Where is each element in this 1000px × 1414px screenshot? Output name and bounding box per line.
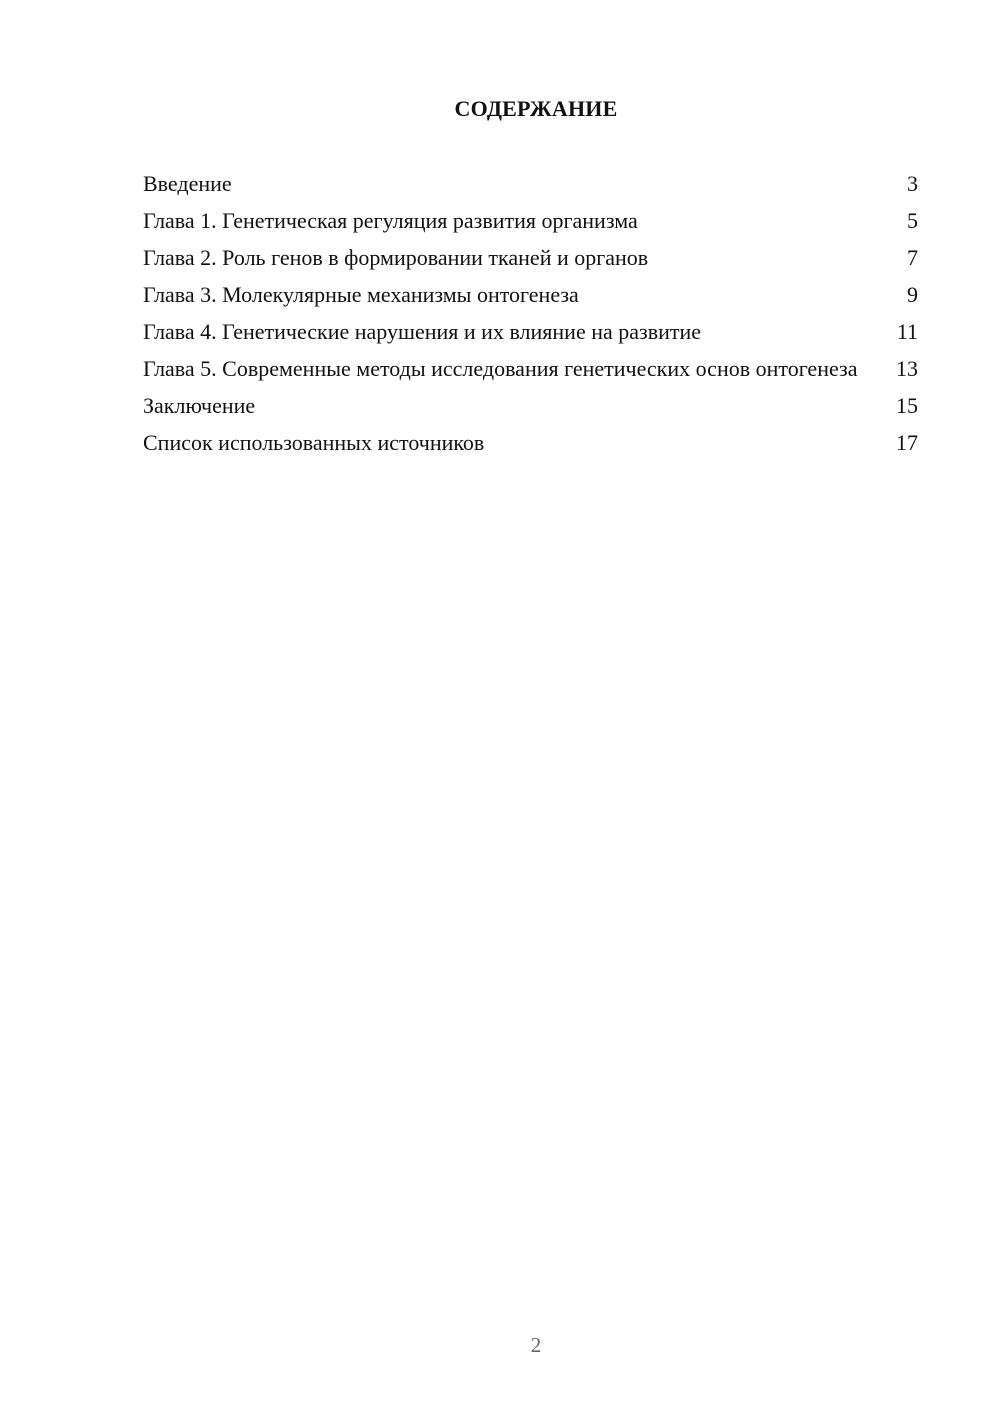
table-of-contents <box>143 170 918 466</box>
toc-entry-page: 5 <box>907 208 918 233</box>
toc-entry-label: Глава 5. Современные методы исследования генетических основ онтогенеза <box>143 356 858 381</box>
toc-entry-label: Введение <box>143 171 232 196</box>
page-title: СОДЕРЖАНИЕ <box>454 96 618 121</box>
toc-entry-page: 13 <box>896 356 918 381</box>
toc-entry-label: Глава 3. Молекулярные механизмы онтогенеза <box>143 282 579 307</box>
toc-entry-chapter-4 <box>143 318 918 346</box>
toc-entry-label: Глава 2. Роль генов в формировании тканей и органов <box>143 245 649 270</box>
toc-entry-conclusion <box>143 392 918 420</box>
toc-entry-label: Глава 1. Генетическая регуляция развития организма <box>143 208 638 233</box>
toc-entry-chapter-2 <box>143 244 918 272</box>
toc-entry-page: 7 <box>907 245 918 270</box>
toc-entry-label: Глава 4. Генетические нарушения и их влияние на развитие <box>143 319 702 344</box>
toc-entry-label: Список использованных источников <box>143 430 485 455</box>
toc-entry-chapter-3 <box>143 281 918 309</box>
toc-entry-page: 17 <box>896 430 918 455</box>
toc-entry-label: Заключение <box>143 393 256 418</box>
toc-entry-chapter-5 <box>143 355 918 383</box>
toc-entry-chapter-1 <box>143 207 918 235</box>
toc-entry-page: 15 <box>896 393 918 418</box>
page-number: 2 <box>530 1333 542 1357</box>
toc-entry-page: 9 <box>907 282 918 307</box>
toc-entry-introduction <box>143 170 918 198</box>
toc-entry-page: 11 <box>896 319 918 344</box>
toc-entry-page: 3 <box>907 171 918 196</box>
toc-entry-references <box>143 429 918 457</box>
